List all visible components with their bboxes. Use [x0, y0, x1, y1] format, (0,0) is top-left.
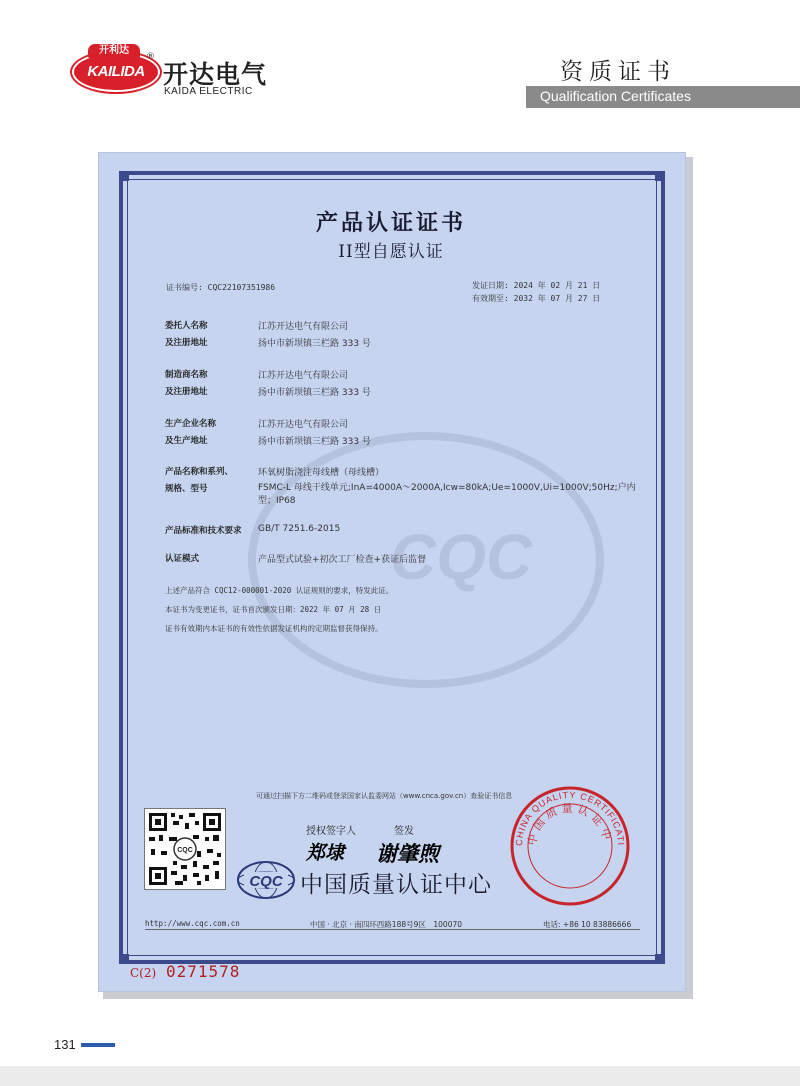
registered-mark: ®: [146, 52, 155, 62]
section-title-en: Qualification Certificates: [540, 88, 691, 104]
footer-url: http://www.cqc.com.cn: [145, 919, 240, 928]
bottom-band: [0, 1066, 800, 1086]
logo-wordmark: KAILIDA: [87, 63, 145, 80]
footer-address: 中国 · 北京 · 南四环西路188号9区 100070: [310, 920, 463, 929]
brand-name-cn: 开达电气: [163, 60, 268, 89]
certificate-statement: 上述产品符合 CQC12-000001-2020 认证规则的要求，特发此证。: [165, 586, 394, 595]
issuer-signature: 谢肇煦: [376, 841, 439, 866]
product-label: 产品名称和系列、: [165, 467, 234, 477]
field-value: 扬中市新坝镇三栏路 333 号: [258, 437, 371, 447]
field-value: 江苏开达电气有限公司: [258, 322, 349, 332]
certificate-statement: 证书有效期内本证书的有效性依据发证机构的定期监督获得保持。: [165, 624, 383, 633]
frame-corner: [655, 171, 665, 181]
official-seal: [508, 784, 632, 908]
serial-prefix: C(2): [130, 966, 157, 980]
expiry-date: 有效期至: 2032 年 07 月 27 日: [472, 294, 601, 303]
certificate-title: 产品认证证书: [315, 211, 466, 236]
svg-text:CQC: CQC: [249, 873, 283, 890]
serial-number: 0271578: [166, 962, 241, 981]
signer-signature: 郑埭: [306, 842, 345, 864]
footer-phone: 电话: +86 10 83886666: [543, 920, 632, 929]
mode-label: 认证模式: [165, 554, 200, 564]
issue-date: 发证日期: 2024 年 02 月 21 日: [472, 281, 601, 290]
certificate-number: 证书编号: CQC22107351986: [166, 283, 276, 292]
product-value: FSMC-L 母线干线单元;InA=4000A～2000A,Icw=80kA;Ue=1000V,Ui=1000V;50Hz;户内: [258, 483, 636, 493]
standard-label: 产品标准和技术要求: [165, 526, 242, 536]
certificate-subtitle: II型自愿认证: [338, 242, 444, 262]
mode-value: 产品型式试验+初次工厂检查+获证后监督: [258, 555, 427, 565]
cqc-watermark-text: CQC: [390, 521, 533, 593]
brand-name-en: KAIDA ELECTRIC: [164, 86, 253, 97]
frame-corner: [119, 171, 129, 181]
standard-value: GB/T 7251.6-2015: [258, 524, 341, 534]
page-number-bar: [81, 1043, 115, 1047]
issuing-center-name: 中国质量认证中心: [300, 872, 492, 898]
product-value: 型；IP68: [258, 496, 296, 506]
signer-label: 授权签字人: [306, 826, 356, 837]
field-value: 扬中市新坝镇三栏路 333 号: [258, 388, 371, 398]
frame-corner: [119, 954, 129, 964]
product-value: 环氧树脂浇注母线槽（母线槽）: [258, 468, 385, 478]
certificate-statement: 本证书为变更证书，证书首次颁发日期：2022 年 07 月 28 日: [165, 605, 382, 614]
cqc-logo: [236, 860, 296, 900]
page-number: 131: [54, 1037, 76, 1052]
field-value: 扬中市新坝镇三栏路 333 号: [258, 339, 371, 349]
svg-text:CQC: CQC: [177, 847, 193, 854]
verify-note: 可通过扫描下方二维码或登录国家认监委网站（www.cnca.gov.cn）查验证书信息: [256, 792, 513, 800]
field-value: 江苏开达电气有限公司: [258, 371, 349, 381]
svg-text:中国质量认证中心: 中国质量认证中: [525, 801, 615, 847]
section-title-cn: 资质证书: [560, 59, 676, 85]
frame-corner: [655, 954, 665, 964]
field-label: 制造商名称: [165, 370, 208, 380]
qr-code: [144, 808, 226, 890]
field-label: 委托人名称: [165, 321, 208, 331]
field-label: 及生产地址: [165, 436, 208, 446]
issuer-label: 签发: [394, 826, 414, 837]
field-label: 及注册地址: [165, 387, 208, 397]
field-value: 江苏开达电气有限公司: [258, 420, 349, 430]
field-label: 及注册地址: [165, 338, 208, 348]
product-label: 规格、型号: [165, 484, 208, 494]
svg-text:CHINA QUALITY CERTIFICATION CE: CHINA QUALITY CERTIFICATI: [513, 789, 627, 847]
logo-top-text: 开利达: [88, 44, 140, 58]
field-label: 生产企业名称: [165, 419, 217, 429]
